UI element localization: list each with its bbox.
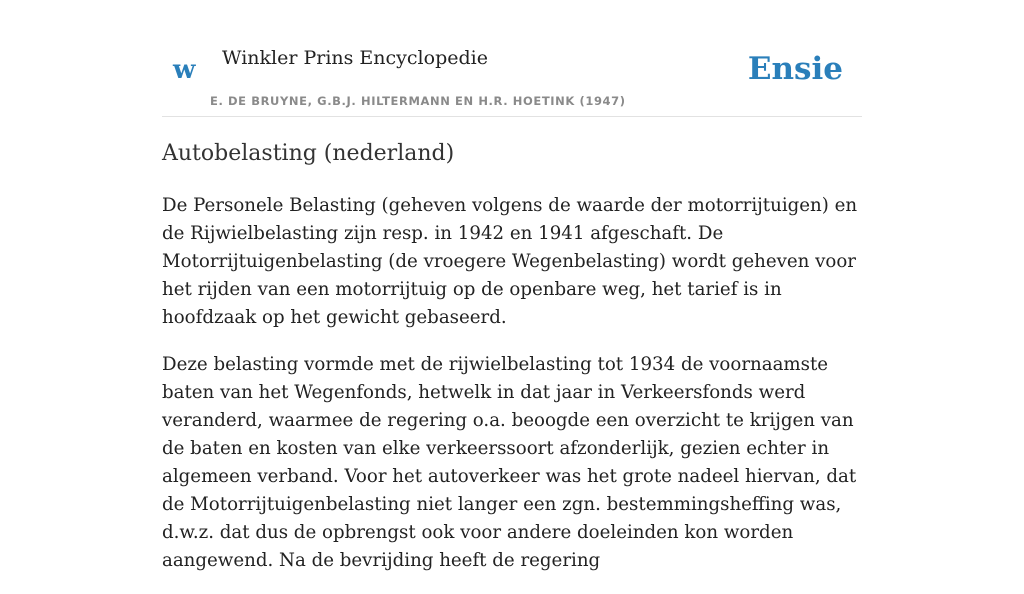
page-container	[162, 0, 862, 571]
source-logo[interactable]: w	[173, 55, 196, 85]
article-paragraph: De Personele Belasting (geheven volgens de waarde der motorrijtuigen) en de Rijwielbelasting zijn resp. in 1942 en 1941 afgeschaft. De Motorrijtuigenbelasting (de vroegere Wegenbelasting) wordt geheven voor het rijden van een motorrijtuig op de openbare weg, het tarief is in hoofdzaak op het gewicht gebaseerd.	[162, 195, 858, 328]
source-title[interactable]: Winkler Prins Encyclopedie	[222, 47, 488, 69]
article-body	[162, 192, 862, 594]
article-paragraph: Deze belasting vormde met de rijwielbelasting tot 1934 de voornaamste baten van het Wegenfonds, hetwelk in dat jaar in Verkeersfonds werd veranderd, waarmee de regering o.a. beoogde een overzicht te krijgen van de baten en kosten van elke verkeerssoort afzonderlijk, gezien echter in algemeen verband. Voor het autoverkeer was het grote nadeel hiervan, dat de Motorrijtuigenbelasting niet langer een zgn. bestemmingsheffing was, d.w.z. dat dus de opbrengst ook voor andere doeleinden kon worden aangewend. Na de bevrijding heeft de regering	[162, 354, 857, 571]
ensie-logo[interactable]: Ensie	[747, 51, 843, 87]
article-title: Autobelasting (nederland)	[162, 141, 455, 166]
source-authors: E. DE BRUYNE, G.B.J. HILTERMANN EN H.R. HOETINK (1947)	[210, 94, 626, 108]
site-header	[162, 0, 862, 117]
